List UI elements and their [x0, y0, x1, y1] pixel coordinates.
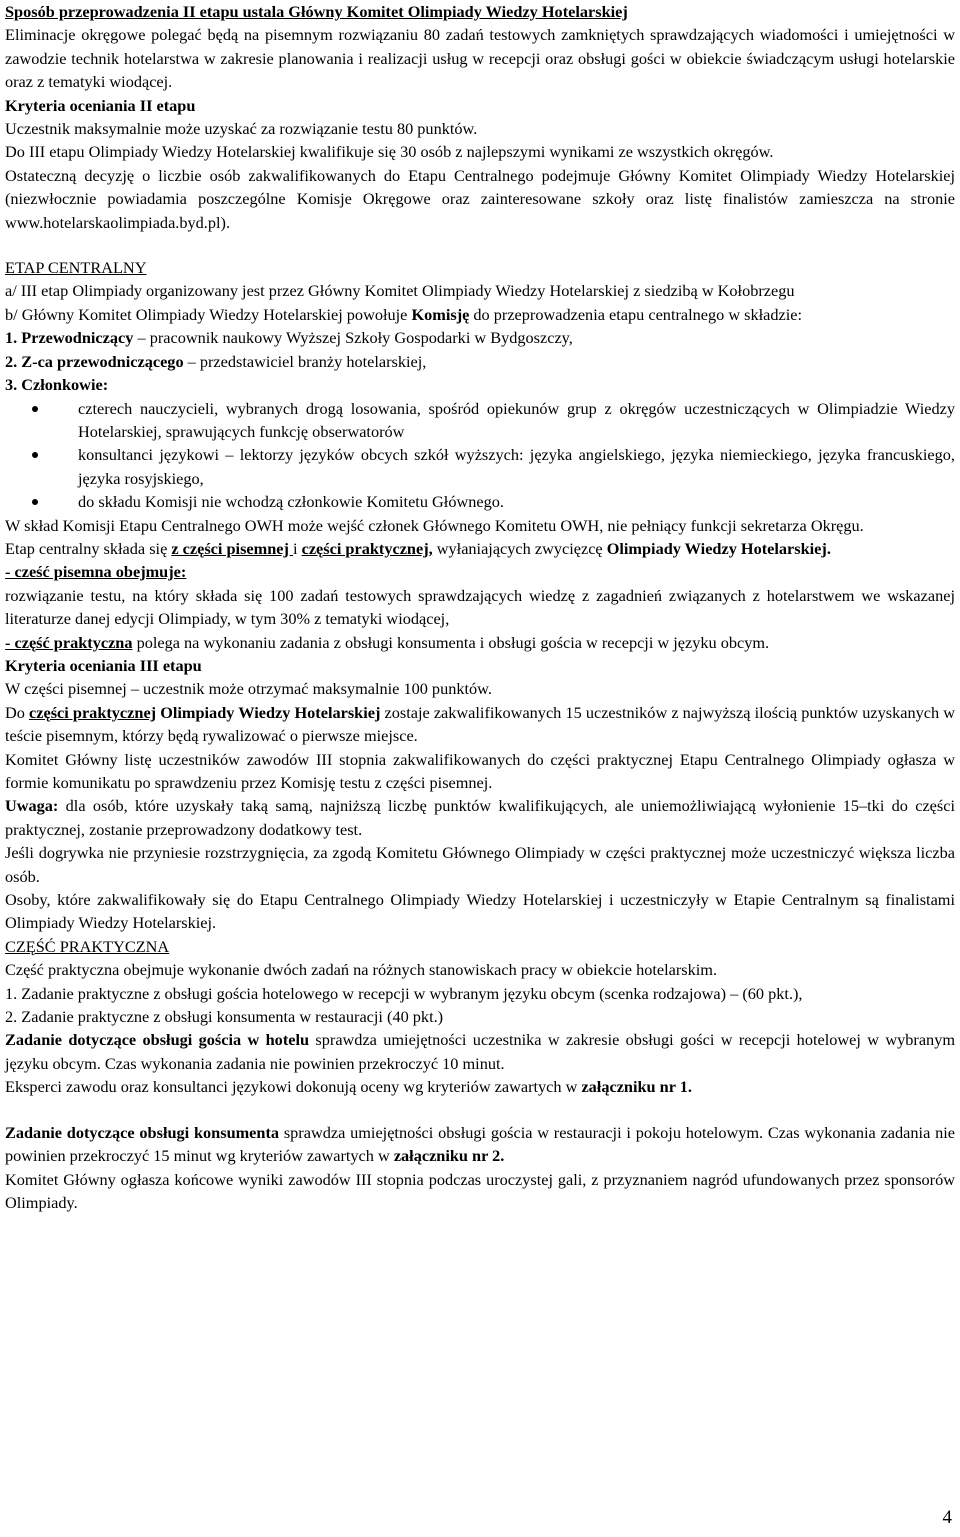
experts-paragraph: Eksperci zawodu oraz konsultanci językowi dokonują oceny wg kryteriów zawartych w załączniku nr 1.	[5, 1077, 692, 1097]
written-part-paragraph: rozwiązanie testu, na który składa się 100 zadań testowych sprawdzających wiedzę z zagadnień związanych z hotelarstwem we wskazanej literaturze danej edycji Olimpiady, w tym 30% z tematyki wiodącej,	[5, 585, 955, 629]
practical-task-1: 1. Zadanie praktyczne z obsługi gościa hotelowego w recepcji w wybranym języku obcym (scenka rodzajowa) – (60 pkt.),	[5, 983, 803, 1003]
central-parts-paragraph: Etap centralny składa się z części pisemnej i części praktycznej, wyłaniających zwycięzcę Olimpiady Wiedzy Hotelarskiej.	[5, 538, 831, 558]
stage2-qualify-paragraph: Do III etapu Olimpiady Wiedzy Hotelarskiej kwalifikuje się 30 osób z najlepszymi wynikami ze wszystkich okręgów.	[5, 142, 774, 162]
stage2-criteria-heading: Kryteria oceniania II etapu	[5, 95, 196, 115]
bullet-icon	[32, 499, 38, 505]
document-title: Sposób przeprowadzenia II etapu ustala Główny Komitet Olimpiady Wiedzy Hotelarskiej	[5, 2, 628, 21]
stage3-tiebreak-paragraph: Jeśli dogrywka nie przyniesie rozstrzygnięcia, za zgodą Komitetu Głównego Olimpiady w części praktycznej może uczestniczyć większa liczba osób.	[5, 843, 955, 886]
practical-task-2: 2. Zadanie praktyczne z obsługi konsumenta w restauracji (40 pkt.)	[5, 1007, 444, 1027]
central-point-a: a/ III etap Olimpiady organizowany jest przez Główny Komitet Olimpiady Wiedzy Hotelarskiej z siedzibą w Kołobrzegu	[5, 281, 795, 301]
final-results-paragraph: Komitet Główny ogłasza końcowe wyniki zawodów III stopnia podczas uroczystej gali, z przyznaniem nagród ufundowanych przez sponsorów Olimpiady.	[5, 1169, 955, 1212]
consumer-task-paragraph: Zadanie dotyczące obsługi konsumenta sprawdza umiejętności obsługi gościa w restauracji i pokoju hotelowym. Czas wykonania zadania nie powinien przekroczyć 15 minut wg kryteriów zawartych w załączniku nr 2.	[5, 1122, 955, 1166]
hotel-task-paragraph: Zadanie dotyczące obsługi gościa w hotelu sprawdza umiejętności uczestnika w zakresie obsługi gości w recepcji hotelowej w wybranym języku obcym. Czas wykonania zadania nie powinien przekroczyć 10 minut.	[5, 1030, 955, 1073]
central-stage-heading: ETAP CENTRALNY	[5, 258, 147, 278]
list-item: czterech nauczycieli, wybranych drogą losowania, spośród opiekunów grup z okręgów uczestniczących w Olimpiadzie Wiedzy Hotelarskiej, sprawujących funkcję obserwatorów	[5, 397, 955, 444]
stage3-max-points: W części pisemnej – uczestnik może otrzymać maksymalnie 100 punktów.	[5, 679, 492, 699]
stage3-finalists-paragraph: Osoby, które zakwalifikowały się do Etapu Centralnego Olimpiady Wiedzy Hotelarskiej i uczestniczyły w Etapie Centralnym są finalistami Olimpiady Wiedzy Hotelarskiej.	[5, 890, 955, 933]
stage3-note-paragraph: Uwaga: dla osób, które uzyskały taką samą, najniższą liczbę punktów kwalifikujących, ale uniemożliwiającą wyłonienie 15–tki do części praktycznej, zostanie przeprowadzony dodatkowy test.	[5, 796, 955, 839]
list-item: konsultanci językowi – lektorzy języków obcych szkół wyższych: języka angielskiego, języka niemieckiego, języka francuskiego, języka rosyjskiego,	[5, 443, 955, 490]
intro-paragraph: Eliminacje okręgowe polegać będą na pisemnym rozwiązaniu 80 zadań testowych zamkniętych sprawdzających wiadomości i umiejętności w zawodzie technik hotelarstwa w zakresie planowania i realizacji usług w recepcji oraz obsługi gości w obiekcie świadczącym usługi hotelarskie oraz z tematyki wiodącej.	[5, 25, 955, 92]
central-point-b: b/ Główny Komitet Olimpiady Wiedzy Hotelarskiej powołuje Komisję do przeprowadzenia etapu centralnego w składzie:	[5, 304, 803, 324]
practical-heading: CZĘŚĆ PRAKTYCZNA	[5, 936, 170, 956]
stage2-max-points: Uczestnik maksymalnie może uzyskać za rozwiązanie testu 80 punktów.	[5, 119, 478, 139]
bullet-icon	[32, 406, 38, 412]
bullet-icon	[32, 452, 38, 458]
stage2-decision-paragraph: Ostateczną decyzję o liczbie osób zakwalifikowanych do Etapu Centralnego podejmuje Główny Komitet Olimpiady Wiedzy Hotelarskiej (niezwłocznie powiadamia poszczególne Komisje Okręgowe oraz zainteresowane szkoły oraz listę finalistów zamieszcza na stronie www.hotelarskaolimpiada.byd.pl).	[5, 165, 955, 232]
stage3-qualify-paragraph: Do części praktycznej Olimpiady Wiedzy Hotelarskiej zostaje zakwalifikowanych 15 uczestników z najwyższą ilością punktów uzyskanych w teście pisemnym, którzy będą rywalizować o pierwsze miejsce.	[5, 702, 956, 746]
stage3-list-paragraph: Komitet Główny listę uczestników zawodów III stopnia zakwalifikowanych do części praktycznej Etapu Centralnego Olimpiady ogłasza w formie komunikatu po sprawdzeniu przez Komisję testu z części pisemnej.	[5, 749, 955, 792]
secretary-paragraph: W skład Komisji Etapu Centralnego OWH może wejść członek Głównego Komitetu OWH, nie pełniący funkcji sekretarza Okręgu.	[5, 515, 864, 535]
committee-vice-chair: 2. Z-ca przewodniczącego – przedstawiciel branży hotelarskiej,	[5, 351, 427, 371]
practical-part-paragraph: - część praktyczna polega na wykonaniu zadania z obsługi konsumenta i obsługi gościa w recepcji w języku obcym.	[5, 632, 770, 652]
list-item: do składu Komisji nie wchodzą członkowie Komitetu Głównego.	[5, 490, 955, 513]
document-page	[5, 0, 955, 1214]
committee-members-list	[5, 397, 955, 514]
committee-chair: 1. Przewodniczący – pracownik naukowy Wyższej Szkoły Gospodarki w Bydgoszczy,	[5, 328, 573, 348]
practical-intro: Część praktyczna obejmuje wykonanie dwóch zadań na różnych stanowiskach pracy w obiekcie hotelarskim.	[5, 960, 718, 980]
page-number: 4	[942, 1507, 952, 1528]
written-part-heading: - cześć pisemna obejmuje:	[5, 562, 187, 582]
stage3-criteria-heading: Kryteria oceniania III etapu	[5, 655, 202, 675]
committee-members-heading: 3. Członkowie:	[5, 375, 109, 395]
